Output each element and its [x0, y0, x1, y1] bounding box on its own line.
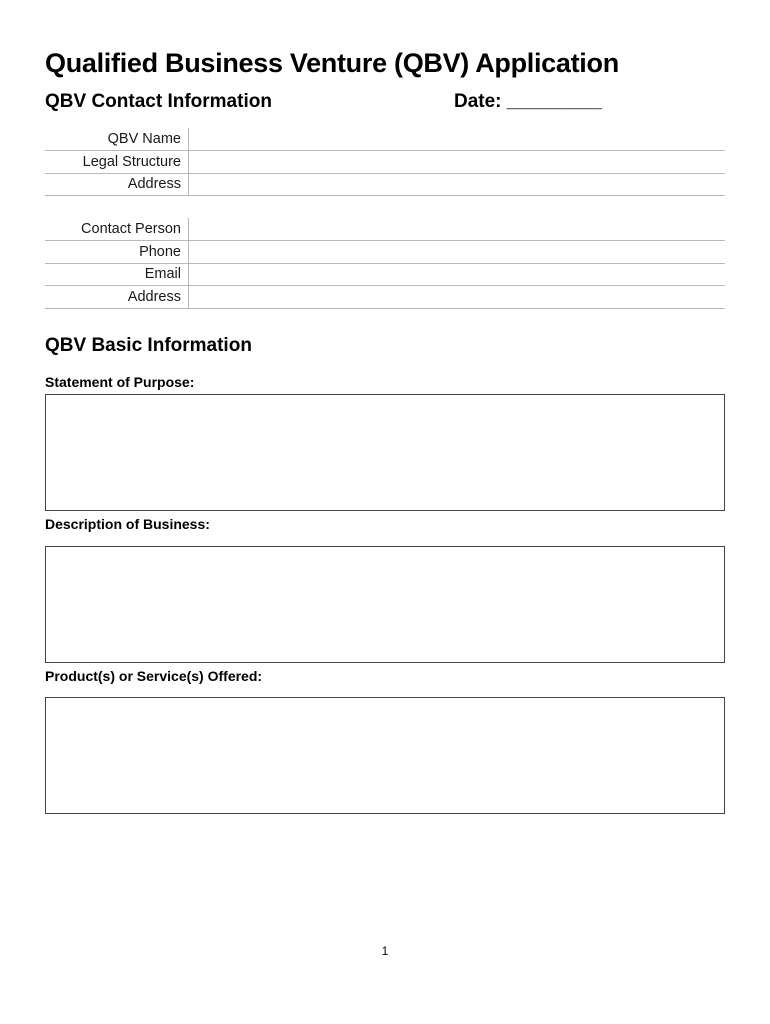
- company-address-input[interactable]: [189, 173, 726, 196]
- qbv-name-input[interactable]: [189, 128, 726, 151]
- phone-input[interactable]: [189, 241, 726, 264]
- contact-fields-table: [45, 218, 725, 309]
- contact-section-heading: QBV Contact Information: [45, 91, 272, 112]
- field-row-company-address: [45, 173, 725, 196]
- date-field[interactable]: Date: _________: [454, 91, 602, 112]
- field-label: Legal Structure: [45, 151, 189, 174]
- description-of-business-box[interactable]: [45, 546, 725, 663]
- field-label: Contact Person: [45, 218, 189, 241]
- basic-section-heading: QBV Basic Information: [45, 335, 252, 356]
- statement-of-purpose-box[interactable]: [45, 394, 725, 511]
- products-services-box[interactable]: [45, 697, 725, 814]
- contact-address-input[interactable]: [189, 286, 726, 309]
- products-services-label: Product(s) or Service(s) Offered:: [45, 668, 263, 684]
- field-row-legal-structure: [45, 151, 725, 174]
- legal-structure-input[interactable]: [189, 151, 726, 174]
- statement-of-purpose-label: Statement of Purpose:: [45, 374, 195, 390]
- email-input[interactable]: [189, 263, 726, 286]
- page-number: 1: [381, 944, 389, 958]
- company-fields-table: [45, 128, 725, 196]
- field-label: Address: [45, 173, 189, 196]
- field-label: QBV Name: [45, 128, 189, 151]
- field-row-contact-person: [45, 218, 725, 241]
- field-row-qbv-name: [45, 128, 725, 151]
- field-row-phone: [45, 241, 725, 264]
- field-label: Address: [45, 286, 189, 309]
- field-label: Phone: [45, 241, 189, 264]
- description-of-business-label: Description of Business:: [45, 516, 210, 532]
- page-title: Qualified Business Venture (QBV) Application: [45, 48, 619, 78]
- field-row-email: [45, 263, 725, 286]
- contact-person-input[interactable]: [189, 218, 726, 241]
- field-label: Email: [45, 263, 189, 286]
- field-row-contact-address: [45, 286, 725, 309]
